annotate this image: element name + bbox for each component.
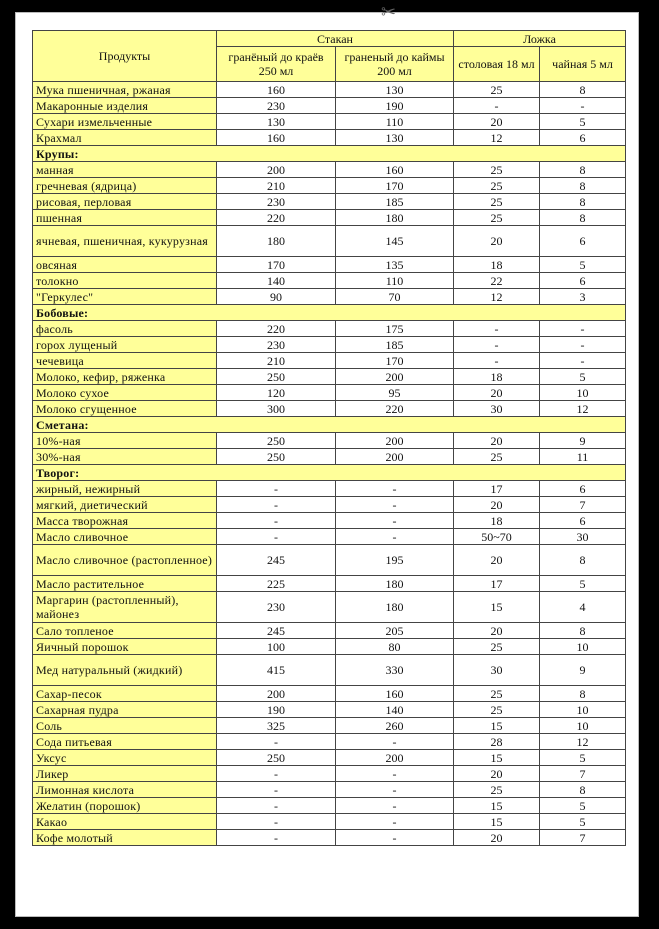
glass-brim-value: 245: [217, 623, 336, 639]
glass-brim-value: 170: [217, 257, 336, 273]
glass-rim-value: 260: [336, 718, 454, 734]
glass-brim-value: 200: [217, 162, 336, 178]
table-row: [33, 798, 626, 814]
product-name: Сода питьевая: [33, 734, 217, 750]
table-row: [33, 814, 626, 830]
glass-brim-value: 210: [217, 178, 336, 194]
tablespoon-value: 25: [454, 178, 540, 194]
tablespoon-value: 17: [454, 576, 540, 592]
table-row: [33, 623, 626, 639]
product-name: Яичный порошок: [33, 639, 217, 655]
table-row: [33, 686, 626, 702]
glass-rim-value: 180: [336, 592, 454, 623]
glass-rim-value: -: [336, 766, 454, 782]
teaspoon-value: 5: [540, 114, 626, 130]
category-row: [33, 417, 626, 433]
teaspoon-value: 6: [540, 273, 626, 289]
glass-brim-value: 200: [217, 686, 336, 702]
glass-brim-value: -: [217, 814, 336, 830]
product-name: Желатин (порошок): [33, 798, 217, 814]
teaspoon-value: 8: [540, 82, 626, 98]
table-row: [33, 545, 626, 576]
tablespoon-value: 12: [454, 289, 540, 305]
teaspoon-value: 6: [540, 226, 626, 257]
tablespoon-value: -: [454, 353, 540, 369]
glass-rim-value: 130: [336, 82, 454, 98]
table-row: [33, 401, 626, 417]
teaspoon-value: 10: [540, 718, 626, 734]
product-name: Маргарин (растопленный), майонез: [33, 592, 217, 623]
glass-brim-value: 300: [217, 401, 336, 417]
glass-brim-value: -: [217, 734, 336, 750]
glass-brim-value: 225: [217, 576, 336, 592]
teaspoon-value: 6: [540, 130, 626, 146]
glass-brim-value: 250: [217, 433, 336, 449]
table-row: [33, 369, 626, 385]
table-row: [33, 592, 626, 623]
product-name: Масло сливочное: [33, 529, 217, 545]
glass-brim-value: 160: [217, 82, 336, 98]
tablespoon-value: 28: [454, 734, 540, 750]
glass-rim-value: 160: [336, 162, 454, 178]
table-row: [33, 433, 626, 449]
product-name: Кофе молотый: [33, 830, 217, 846]
glass-rim-value: 185: [336, 337, 454, 353]
teaspoon-value: 6: [540, 513, 626, 529]
category-label: Крупы:: [33, 146, 626, 162]
product-name: Соль: [33, 718, 217, 734]
teaspoon-value: 5: [540, 257, 626, 273]
header-glass-rim: граненый до каймы 200 мл: [336, 47, 454, 82]
table-header-row: [33, 31, 626, 47]
tablespoon-value: 25: [454, 82, 540, 98]
glass-brim-value: 230: [217, 337, 336, 353]
glass-rim-value: -: [336, 798, 454, 814]
glass-rim-value: 140: [336, 702, 454, 718]
product-name: "Геркулес": [33, 289, 217, 305]
tablespoon-value: 15: [454, 592, 540, 623]
teaspoon-value: 8: [540, 545, 626, 576]
glass-brim-value: 250: [217, 449, 336, 465]
product-name: Масса творожная: [33, 513, 217, 529]
tablespoon-value: -: [454, 321, 540, 337]
glass-rim-value: 160: [336, 686, 454, 702]
teaspoon-value: 5: [540, 798, 626, 814]
category-label: Сметана:: [33, 417, 626, 433]
teaspoon-value: 8: [540, 210, 626, 226]
glass-brim-value: 230: [217, 194, 336, 210]
tablespoon-value: 30: [454, 401, 540, 417]
table-row: [33, 178, 626, 194]
table-row: [33, 257, 626, 273]
glass-brim-value: 180: [217, 226, 336, 257]
glass-rim-value: -: [336, 529, 454, 545]
table-row: [33, 353, 626, 369]
product-name: Макаронные изделия: [33, 98, 217, 114]
tablespoon-value: 20: [454, 433, 540, 449]
table-row: [33, 226, 626, 257]
tablespoon-value: 25: [454, 782, 540, 798]
glass-rim-value: -: [336, 513, 454, 529]
glass-rim-value: 220: [336, 401, 454, 417]
product-name: манная: [33, 162, 217, 178]
teaspoon-value: 8: [540, 623, 626, 639]
teaspoon-value: 8: [540, 782, 626, 798]
teaspoon-value: 8: [540, 686, 626, 702]
glass-rim-value: 205: [336, 623, 454, 639]
teaspoon-value: 10: [540, 385, 626, 401]
glass-brim-value: 90: [217, 289, 336, 305]
glass-rim-value: 185: [336, 194, 454, 210]
product-name: Сало топленое: [33, 623, 217, 639]
glass-brim-value: 230: [217, 592, 336, 623]
teaspoon-value: 10: [540, 639, 626, 655]
category-row: [33, 146, 626, 162]
table-row: [33, 273, 626, 289]
tablespoon-value: 15: [454, 718, 540, 734]
teaspoon-value: -: [540, 321, 626, 337]
header-glass-brim: гранёный до краёв 250 мл: [217, 47, 336, 82]
glass-brim-value: 220: [217, 321, 336, 337]
header-tablespoon: столовая 18 мл: [454, 47, 540, 82]
glass-brim-value: -: [217, 529, 336, 545]
table-row: [33, 639, 626, 655]
table-row: [33, 734, 626, 750]
teaspoon-value: 7: [540, 830, 626, 846]
tablespoon-value: 25: [454, 162, 540, 178]
glass-brim-value: 210: [217, 353, 336, 369]
glass-brim-value: 250: [217, 750, 336, 766]
table-row: [33, 194, 626, 210]
product-name: рисовая, перловая: [33, 194, 217, 210]
table-row: [33, 718, 626, 734]
product-name: Лимонная кислота: [33, 782, 217, 798]
product-name: мягкий, диетический: [33, 497, 217, 513]
teaspoon-value: 7: [540, 766, 626, 782]
product-name: овсяная: [33, 257, 217, 273]
glass-rim-value: 180: [336, 210, 454, 226]
table-row: [33, 782, 626, 798]
product-name: чечевица: [33, 353, 217, 369]
glass-brim-value: 140: [217, 273, 336, 289]
glass-rim-value: -: [336, 814, 454, 830]
glass-brim-value: 325: [217, 718, 336, 734]
product-name: фасоль: [33, 321, 217, 337]
product-name: Масло сливочное (растопленное): [33, 545, 217, 576]
table-row: [33, 750, 626, 766]
tablespoon-value: 20: [454, 497, 540, 513]
teaspoon-value: 4: [540, 592, 626, 623]
teaspoon-value: 5: [540, 750, 626, 766]
glass-brim-value: 415: [217, 655, 336, 686]
teaspoon-value: 11: [540, 449, 626, 465]
glass-rim-value: 110: [336, 114, 454, 130]
product-name: Сахарная пудра: [33, 702, 217, 718]
glass-brim-value: 245: [217, 545, 336, 576]
glass-rim-value: 80: [336, 639, 454, 655]
tablespoon-value: 18: [454, 369, 540, 385]
tablespoon-value: 20: [454, 385, 540, 401]
glass-rim-value: 95: [336, 385, 454, 401]
category-row: [33, 465, 626, 481]
teaspoon-value: 10: [540, 702, 626, 718]
teaspoon-value: 9: [540, 433, 626, 449]
glass-brim-value: 160: [217, 130, 336, 146]
teaspoon-value: -: [540, 353, 626, 369]
product-name: Мед натуральный (жидкий): [33, 655, 217, 686]
tablespoon-value: 15: [454, 814, 540, 830]
table-row: [33, 766, 626, 782]
glass-brim-value: -: [217, 481, 336, 497]
teaspoon-value: 8: [540, 194, 626, 210]
table-row: [33, 385, 626, 401]
glass-rim-value: 200: [336, 750, 454, 766]
product-name: 10%-ная: [33, 433, 217, 449]
glass-rim-value: 330: [336, 655, 454, 686]
glass-brim-value: 230: [217, 98, 336, 114]
product-name: Молоко сухое: [33, 385, 217, 401]
glass-rim-value: 190: [336, 98, 454, 114]
product-name: толокно: [33, 273, 217, 289]
table-row: [33, 114, 626, 130]
product-name: Молоко сгущенное: [33, 401, 217, 417]
teaspoon-value: 5: [540, 814, 626, 830]
table-row: [33, 655, 626, 686]
product-name: горох лущеный: [33, 337, 217, 353]
glass-rim-value: 135: [336, 257, 454, 273]
tablespoon-value: 25: [454, 639, 540, 655]
tablespoon-value: 20: [454, 766, 540, 782]
teaspoon-value: 12: [540, 401, 626, 417]
product-name: Какао: [33, 814, 217, 830]
glass-rim-value: 195: [336, 545, 454, 576]
product-name: Масло растительное: [33, 576, 217, 592]
tablespoon-value: -: [454, 337, 540, 353]
tablespoon-value: 20: [454, 114, 540, 130]
table-row: [33, 98, 626, 114]
glass-brim-value: -: [217, 497, 336, 513]
glass-rim-value: 175: [336, 321, 454, 337]
product-name: Сухари измельченные: [33, 114, 217, 130]
table-row: [33, 529, 626, 545]
glass-brim-value: 220: [217, 210, 336, 226]
table-row: [33, 576, 626, 592]
table-row: [33, 702, 626, 718]
table-row: [33, 321, 626, 337]
product-name: Сахар-песок: [33, 686, 217, 702]
glass-brim-value: -: [217, 798, 336, 814]
teaspoon-value: 30: [540, 529, 626, 545]
table-row: [33, 830, 626, 846]
header-teaspoon: чайная 5 мл: [540, 47, 626, 82]
table-row: [33, 289, 626, 305]
measures-table: [32, 30, 626, 846]
tablespoon-value: 50~70: [454, 529, 540, 545]
table-row: [33, 130, 626, 146]
glass-rim-value: -: [336, 830, 454, 846]
glass-rim-value: -: [336, 497, 454, 513]
table-row: [33, 162, 626, 178]
glass-rim-value: 200: [336, 449, 454, 465]
tablespoon-value: 18: [454, 513, 540, 529]
table-row: [33, 210, 626, 226]
tablespoon-value: 25: [454, 702, 540, 718]
tablespoon-value: 25: [454, 686, 540, 702]
teaspoon-value: 5: [540, 369, 626, 385]
product-name: гречневая (ядрица): [33, 178, 217, 194]
table-row: [33, 481, 626, 497]
tablespoon-value: 25: [454, 194, 540, 210]
glass-rim-value: 130: [336, 130, 454, 146]
header-glass: Стакан: [217, 31, 454, 47]
glass-rim-value: -: [336, 782, 454, 798]
product-name: Уксус: [33, 750, 217, 766]
glass-rim-value: 145: [336, 226, 454, 257]
category-label: Творог:: [33, 465, 626, 481]
tablespoon-value: 17: [454, 481, 540, 497]
glass-brim-value: 190: [217, 702, 336, 718]
glass-rim-value: -: [336, 481, 454, 497]
product-name: 30%-ная: [33, 449, 217, 465]
product-name: Мука пшеничная, ржаная: [33, 82, 217, 98]
teaspoon-value: 9: [540, 655, 626, 686]
header-products: Продукты: [33, 31, 217, 82]
teaspoon-value: 12: [540, 734, 626, 750]
glass-brim-value: -: [217, 766, 336, 782]
tablespoon-value: 20: [454, 830, 540, 846]
teaspoon-value: 8: [540, 162, 626, 178]
tablespoon-value: 22: [454, 273, 540, 289]
table-row: [33, 337, 626, 353]
teaspoon-value: 3: [540, 289, 626, 305]
glass-brim-value: -: [217, 782, 336, 798]
glass-rim-value: 170: [336, 353, 454, 369]
table-row: [33, 449, 626, 465]
teaspoon-value: 8: [540, 178, 626, 194]
teaspoon-value: -: [540, 98, 626, 114]
tablespoon-value: 20: [454, 226, 540, 257]
table-row: [33, 513, 626, 529]
glass-brim-value: 250: [217, 369, 336, 385]
glass-rim-value: 170: [336, 178, 454, 194]
product-name: ячневая, пшеничная, кукурузная: [33, 226, 217, 257]
table-row: [33, 82, 626, 98]
scissors-icon: ✂: [381, 2, 397, 23]
glass-brim-value: -: [217, 830, 336, 846]
glass-brim-value: 100: [217, 639, 336, 655]
tablespoon-value: 30: [454, 655, 540, 686]
tablespoon-value: 15: [454, 750, 540, 766]
category-label: Бобовые:: [33, 305, 626, 321]
product-name: Крахмал: [33, 130, 217, 146]
glass-brim-value: 120: [217, 385, 336, 401]
product-name: жирный, нежирный: [33, 481, 217, 497]
glass-brim-value: -: [217, 513, 336, 529]
teaspoon-value: 7: [540, 497, 626, 513]
tablespoon-value: 20: [454, 623, 540, 639]
glass-rim-value: 110: [336, 273, 454, 289]
header-spoon: Ложка: [454, 31, 626, 47]
teaspoon-value: -: [540, 337, 626, 353]
category-row: [33, 305, 626, 321]
tablespoon-value: 25: [454, 210, 540, 226]
table-row: [33, 497, 626, 513]
tablespoon-value: 12: [454, 130, 540, 146]
tablespoon-value: -: [454, 98, 540, 114]
glass-rim-value: -: [336, 734, 454, 750]
product-name: пшенная: [33, 210, 217, 226]
glass-rim-value: 200: [336, 433, 454, 449]
product-name: Ликер: [33, 766, 217, 782]
glass-rim-value: 180: [336, 576, 454, 592]
teaspoon-value: 5: [540, 576, 626, 592]
glass-rim-value: 200: [336, 369, 454, 385]
table-body: [33, 82, 626, 846]
tablespoon-value: 15: [454, 798, 540, 814]
product-name: Молоко, кефир, ряженка: [33, 369, 217, 385]
glass-rim-value: 70: [336, 289, 454, 305]
tablespoon-value: 20: [454, 545, 540, 576]
tablespoon-value: 25: [454, 449, 540, 465]
tablespoon-value: 18: [454, 257, 540, 273]
glass-brim-value: 130: [217, 114, 336, 130]
teaspoon-value: 6: [540, 481, 626, 497]
